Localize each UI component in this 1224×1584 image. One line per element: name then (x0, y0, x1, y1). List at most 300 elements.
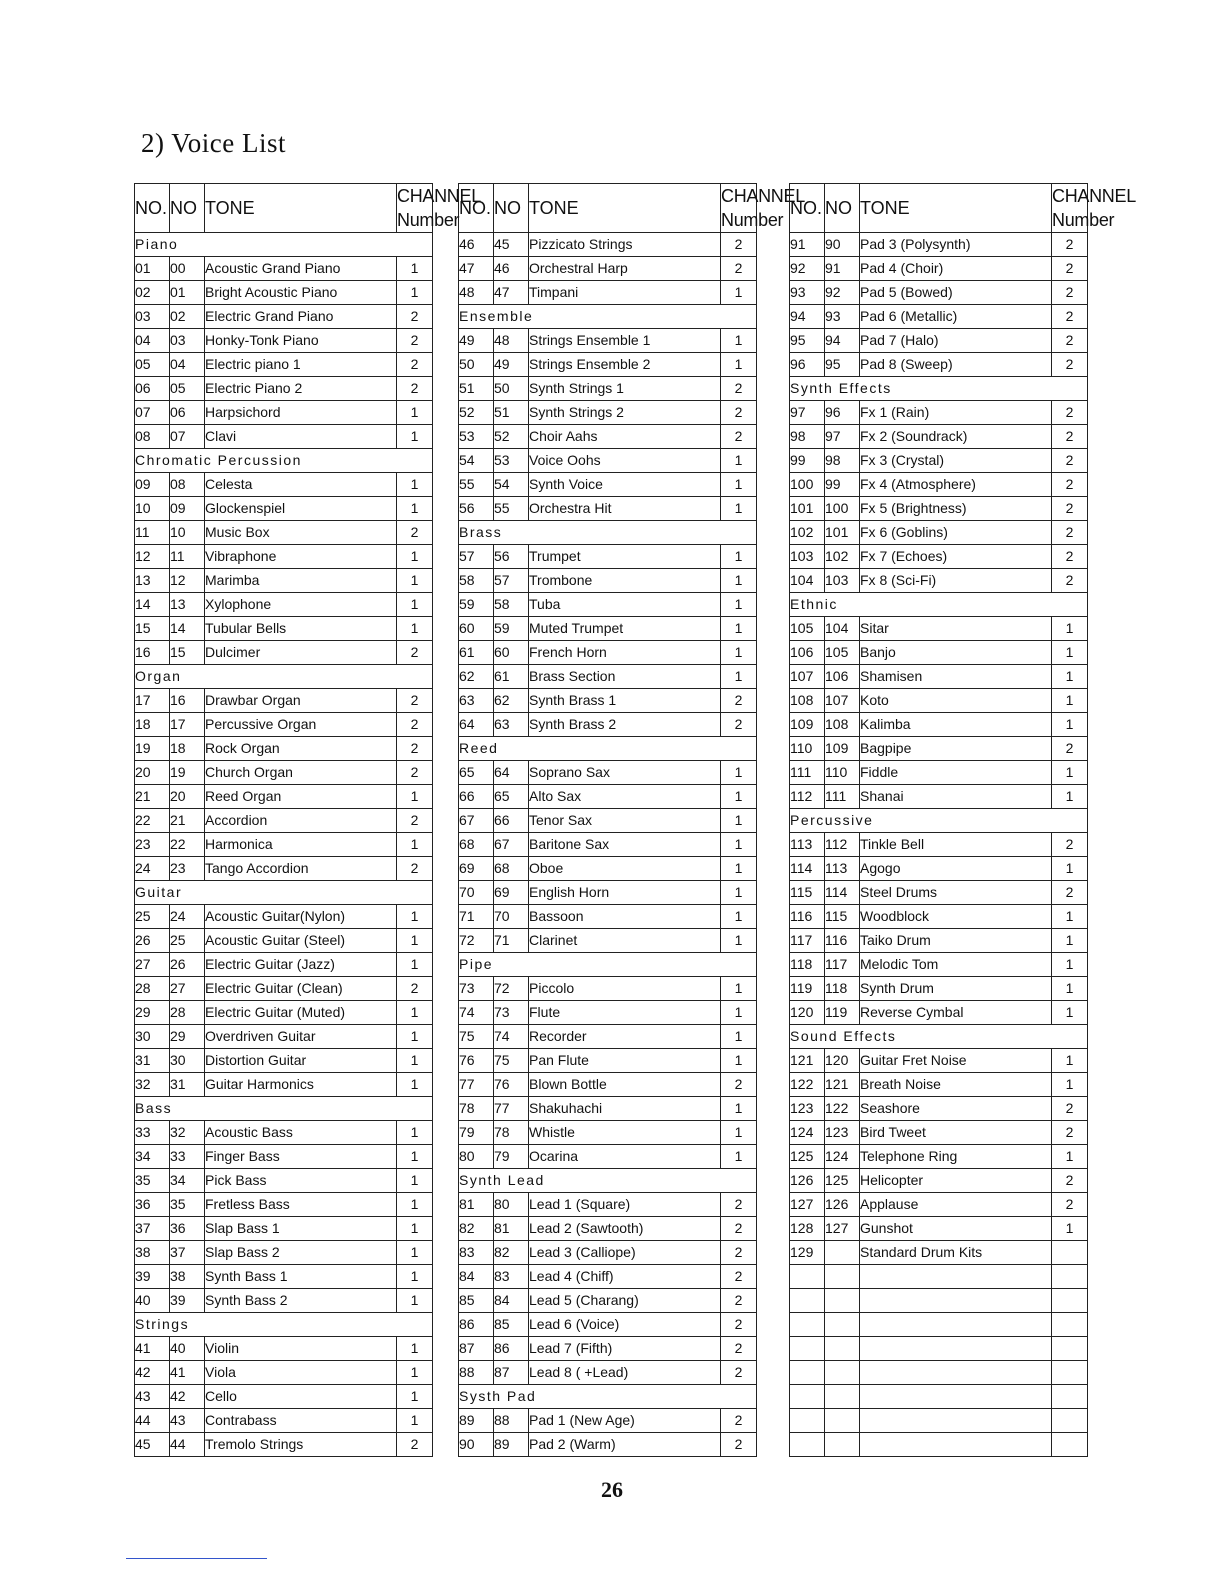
tone-name: Vibraphone (205, 545, 397, 569)
tone-name: Steel Drums (860, 881, 1052, 905)
channel-number: 2 (721, 1337, 757, 1361)
channel-number: 1 (1052, 1001, 1088, 1025)
program-number: 19 (170, 761, 205, 785)
voice-row (135, 1193, 433, 1217)
voice-number: 108 (790, 689, 825, 713)
voice-row (790, 1121, 1088, 1145)
channel-number (1052, 1385, 1088, 1409)
tone-name: Bagpipe (860, 737, 1052, 761)
category-row (459, 1385, 757, 1409)
tone-name: Accordion (205, 809, 397, 833)
tone-name: Banjo (860, 641, 1052, 665)
channel-number: 1 (397, 905, 433, 929)
channel-number: 1 (1052, 1049, 1088, 1073)
tone-name: Synth Strings 1 (529, 377, 721, 401)
program-number: 29 (170, 1025, 205, 1049)
program-number: 02 (170, 305, 205, 329)
voice-number: 20 (135, 761, 170, 785)
voice-number: 118 (790, 953, 825, 977)
program-number: 123 (825, 1121, 860, 1145)
channel-number: 2 (1052, 449, 1088, 473)
voice-row (135, 1121, 433, 1145)
voice-row (459, 1361, 757, 1385)
voice-row (459, 473, 757, 497)
voice-number: 75 (459, 1025, 494, 1049)
program-number: 52 (494, 425, 529, 449)
category-label: Sound Effects (790, 1025, 1088, 1049)
channel-number: 1 (721, 785, 757, 809)
program-number: 83 (494, 1265, 529, 1289)
channel-number: 2 (1052, 353, 1088, 377)
program-number: 71 (494, 929, 529, 953)
channel-number: 2 (397, 689, 433, 713)
program-number: 62 (494, 689, 529, 713)
table-header-row (135, 184, 433, 233)
voice-number: 57 (459, 545, 494, 569)
tone-name: Choir Aahs (529, 425, 721, 449)
voice-number: 01 (135, 257, 170, 281)
voice-number: 92 (790, 257, 825, 281)
channel-number (1052, 1337, 1088, 1361)
program-number: 61 (494, 665, 529, 689)
program-number (825, 1385, 860, 1409)
voice-row (459, 881, 757, 905)
voice-number: 128 (790, 1217, 825, 1241)
voice-row (790, 1145, 1088, 1169)
voice-row (790, 1169, 1088, 1193)
category-label: Piano (135, 233, 433, 257)
channel-number: 1 (397, 785, 433, 809)
voice-number: 68 (459, 833, 494, 857)
program-number: 75 (494, 1049, 529, 1073)
program-number: 09 (170, 497, 205, 521)
voice-row (459, 665, 757, 689)
tone-name: Sitar (860, 617, 1052, 641)
tone-name: Lead 4 (Chiff) (529, 1265, 721, 1289)
tone-name: Lead 5 (Charang) (529, 1289, 721, 1313)
voice-number: 113 (790, 833, 825, 857)
program-number: 27 (170, 977, 205, 1001)
channel-number: 2 (397, 713, 433, 737)
voice-number: 99 (790, 449, 825, 473)
voice-number: 81 (459, 1193, 494, 1217)
channel-number: 2 (397, 377, 433, 401)
tone-name: Lead 1 (Square) (529, 1193, 721, 1217)
tone-name: Shanai (860, 785, 1052, 809)
voice-row (459, 257, 757, 281)
program-number: 67 (494, 833, 529, 857)
tone-name: Marimba (205, 569, 397, 593)
tone-name: Bird Tweet (860, 1121, 1052, 1145)
voice-row (135, 617, 433, 641)
program-number: 54 (494, 473, 529, 497)
voice-row (790, 761, 1088, 785)
program-number: 43 (170, 1409, 205, 1433)
voice-number: 58 (459, 569, 494, 593)
voice-number: 67 (459, 809, 494, 833)
voice-row (459, 809, 757, 833)
blank-row (790, 1337, 1088, 1361)
channel-number: 1 (397, 473, 433, 497)
voice-row (135, 641, 433, 665)
program-number: 26 (170, 953, 205, 977)
voice-number: 09 (135, 473, 170, 497)
program-number: 78 (494, 1121, 529, 1145)
program-number: 15 (170, 641, 205, 665)
voice-number: 125 (790, 1145, 825, 1169)
voice-row (459, 689, 757, 713)
voice-number: 21 (135, 785, 170, 809)
program-number: 34 (170, 1169, 205, 1193)
program-number: 08 (170, 473, 205, 497)
channel-number: 2 (397, 1433, 433, 1457)
channel-number: 2 (721, 377, 757, 401)
voice-number: 47 (459, 257, 494, 281)
tone-name: Timpani (529, 281, 721, 305)
tone-name: Bright Acoustic Piano (205, 281, 397, 305)
channel-number: 1 (721, 497, 757, 521)
voice-number: 95 (790, 329, 825, 353)
voice-row (135, 593, 433, 617)
voice-row (790, 281, 1088, 305)
program-number: 110 (825, 761, 860, 785)
voice-row (790, 1049, 1088, 1073)
category-label: Percussive (790, 809, 1088, 833)
channel-number: 2 (397, 353, 433, 377)
tone-name: Viola (205, 1361, 397, 1385)
tone-name: Xylophone (205, 593, 397, 617)
category-row (459, 521, 757, 545)
voice-row (459, 1409, 757, 1433)
channel-number: 1 (721, 665, 757, 689)
program-number: 60 (494, 641, 529, 665)
program-number: 126 (825, 1193, 860, 1217)
voice-row (459, 545, 757, 569)
channel-number: 2 (1052, 233, 1088, 257)
tone-name: Rock Organ (205, 737, 397, 761)
tone-name: Fx 8 (Sci-Fi) (860, 569, 1052, 593)
voice-number: 30 (135, 1025, 170, 1049)
voice-number: 37 (135, 1217, 170, 1241)
tone-name: Trumpet (529, 545, 721, 569)
voice-number: 27 (135, 953, 170, 977)
channel-number: 1 (397, 1337, 433, 1361)
voice-row (459, 1073, 757, 1097)
program-number: 92 (825, 281, 860, 305)
header-no-1: NO. (790, 184, 825, 233)
voice-number: 89 (459, 1409, 494, 1433)
tone-name: Fx 5 (Brightness) (860, 497, 1052, 521)
program-number: 40 (170, 1337, 205, 1361)
channel-number: 2 (397, 521, 433, 545)
voice-row (790, 401, 1088, 425)
voice-row (790, 857, 1088, 881)
voice-number: 52 (459, 401, 494, 425)
channel-number (1052, 1313, 1088, 1337)
channel-number: 1 (397, 617, 433, 641)
program-number: 21 (170, 809, 205, 833)
channel-number: 1 (1052, 1145, 1088, 1169)
voice-number: 12 (135, 545, 170, 569)
voice-number: 38 (135, 1241, 170, 1265)
header-tone: TONE (860, 184, 1052, 233)
channel-number: 1 (721, 641, 757, 665)
tone-name: Finger Bass (205, 1145, 397, 1169)
voice-row (790, 353, 1088, 377)
program-number: 47 (494, 281, 529, 305)
voice-number: 119 (790, 977, 825, 1001)
category-label: Chromatic Percussion (135, 449, 433, 473)
voice-number: 16 (135, 641, 170, 665)
voice-number: 07 (135, 401, 170, 425)
voice-number: 49 (459, 329, 494, 353)
program-number: 05 (170, 377, 205, 401)
channel-number: 1 (397, 1409, 433, 1433)
program-number: 65 (494, 785, 529, 809)
tone-name: Dulcimer (205, 641, 397, 665)
program-number: 74 (494, 1025, 529, 1049)
program-number (825, 1409, 860, 1433)
category-row (459, 953, 757, 977)
channel-number: 1 (1052, 689, 1088, 713)
voice-number: 94 (790, 305, 825, 329)
tone-name: Pad 3 (Polysynth) (860, 233, 1052, 257)
voice-number (790, 1433, 825, 1457)
channel-number: 1 (721, 593, 757, 617)
blank-row (790, 1409, 1088, 1433)
program-number: 00 (170, 257, 205, 281)
blank-row (790, 1289, 1088, 1313)
category-row (135, 233, 433, 257)
channel-number: 1 (721, 809, 757, 833)
category-label: Bass (135, 1097, 433, 1121)
voice-row (790, 833, 1088, 857)
voice-number: 15 (135, 617, 170, 641)
channel-number: 1 (1052, 977, 1088, 1001)
voice-row (459, 761, 757, 785)
voice-row (790, 449, 1088, 473)
voice-number: 91 (790, 233, 825, 257)
tone-name: Synth Voice (529, 473, 721, 497)
tone-name: Pan Flute (529, 1049, 721, 1073)
voice-row (459, 905, 757, 929)
channel-number: 1 (397, 1049, 433, 1073)
voice-number: 116 (790, 905, 825, 929)
tone-name: Tuba (529, 593, 721, 617)
voice-row (459, 1193, 757, 1217)
tone-name: Electric Piano 2 (205, 377, 397, 401)
program-number: 115 (825, 905, 860, 929)
voice-number: 111 (790, 761, 825, 785)
voice-number: 11 (135, 521, 170, 545)
voice-row (790, 737, 1088, 761)
voice-row (135, 977, 433, 1001)
voice-row (459, 449, 757, 473)
program-number (825, 1265, 860, 1289)
voice-row (790, 665, 1088, 689)
channel-number: 1 (721, 281, 757, 305)
voice-row (135, 521, 433, 545)
channel-number: 1 (1052, 617, 1088, 641)
voice-row (790, 425, 1088, 449)
voice-row (790, 233, 1088, 257)
program-number: 127 (825, 1217, 860, 1241)
channel-number: 1 (397, 1289, 433, 1313)
voice-row (135, 1265, 433, 1289)
voice-number: 107 (790, 665, 825, 689)
voice-number: 65 (459, 761, 494, 785)
tone-name (860, 1313, 1052, 1337)
tone-name: Synth Brass 1 (529, 689, 721, 713)
program-number: 64 (494, 761, 529, 785)
channel-number: 1 (397, 1217, 433, 1241)
tone-name: Seashore (860, 1097, 1052, 1121)
program-number: 13 (170, 593, 205, 617)
category-label: Ensemble (459, 305, 757, 329)
program-number: 55 (494, 497, 529, 521)
tone-name: Tremolo Strings (205, 1433, 397, 1457)
voice-table (789, 183, 1136, 1457)
tone-name: Brass Section (529, 665, 721, 689)
channel-number: 1 (1052, 1073, 1088, 1097)
voice-number: 54 (459, 449, 494, 473)
program-number: 125 (825, 1169, 860, 1193)
voice-number: 126 (790, 1169, 825, 1193)
tone-name: Pad 8 (Sweep) (860, 353, 1052, 377)
channel-number: 1 (397, 401, 433, 425)
program-number: 38 (170, 1265, 205, 1289)
channel-number: 2 (721, 1265, 757, 1289)
voice-number (790, 1409, 825, 1433)
channel-number: 1 (397, 1145, 433, 1169)
channel-number: 2 (721, 1217, 757, 1241)
voice-row (459, 1217, 757, 1241)
program-number: 11 (170, 545, 205, 569)
voice-row (135, 737, 433, 761)
program-number: 70 (494, 905, 529, 929)
tone-name: Flute (529, 1001, 721, 1025)
voice-row (135, 1169, 433, 1193)
program-number: 97 (825, 425, 860, 449)
tone-name (860, 1385, 1052, 1409)
channel-number: 2 (721, 689, 757, 713)
voice-number: 43 (135, 1385, 170, 1409)
program-number: 93 (825, 305, 860, 329)
program-number: 53 (494, 449, 529, 473)
tone-name: Applause (860, 1193, 1052, 1217)
voice-number: 82 (459, 1217, 494, 1241)
tone-name: Voice Oohs (529, 449, 721, 473)
voice-row (790, 329, 1088, 353)
channel-number: 1 (721, 449, 757, 473)
tone-name: Fx 7 (Echoes) (860, 545, 1052, 569)
program-number: 37 (170, 1241, 205, 1265)
voice-number: 79 (459, 1121, 494, 1145)
voice-number: 127 (790, 1193, 825, 1217)
category-row (135, 881, 433, 905)
voice-row (790, 1241, 1088, 1265)
program-number (825, 1289, 860, 1313)
voice-number (790, 1313, 825, 1337)
category-label: Reed (459, 737, 757, 761)
channel-number: 2 (1052, 881, 1088, 905)
voice-row (135, 1073, 433, 1097)
program-number: 119 (825, 1001, 860, 1025)
tone-name: Pick Bass (205, 1169, 397, 1193)
program-number: 46 (494, 257, 529, 281)
voice-number (790, 1289, 825, 1313)
program-number: 35 (170, 1193, 205, 1217)
channel-number: 1 (721, 1001, 757, 1025)
voice-row (459, 1313, 757, 1337)
tone-name: Music Box (205, 521, 397, 545)
header-no-1: NO. (459, 184, 494, 233)
voice-number: 120 (790, 1001, 825, 1025)
voice-number: 18 (135, 713, 170, 737)
voice-number: 117 (790, 929, 825, 953)
channel-number: 1 (1052, 761, 1088, 785)
tone-name: Lead 3 (Calliope) (529, 1241, 721, 1265)
program-number (825, 1241, 860, 1265)
voice-number: 71 (459, 905, 494, 929)
channel-number: 2 (397, 641, 433, 665)
channel-number: 2 (721, 1361, 757, 1385)
voice-row (135, 425, 433, 449)
voice-row (459, 401, 757, 425)
program-number: 01 (170, 281, 205, 305)
program-number: 63 (494, 713, 529, 737)
program-number: 105 (825, 641, 860, 665)
tone-name: Pad 6 (Metallic) (860, 305, 1052, 329)
channel-number: 1 (397, 569, 433, 593)
program-number: 96 (825, 401, 860, 425)
channel-number: 2 (397, 857, 433, 881)
tone-name: Clavi (205, 425, 397, 449)
table-header-row (459, 184, 757, 233)
channel-number: 1 (721, 473, 757, 497)
voice-row (135, 473, 433, 497)
tone-name: Lead 2 (Sawtooth) (529, 1217, 721, 1241)
program-number: 111 (825, 785, 860, 809)
channel-number (1052, 1265, 1088, 1289)
voice-row (459, 833, 757, 857)
voice-number: 100 (790, 473, 825, 497)
tone-name: Strings Ensemble 1 (529, 329, 721, 353)
voice-row (135, 1145, 433, 1169)
tone-name: Clarinet (529, 929, 721, 953)
channel-number: 2 (721, 233, 757, 257)
voice-row (135, 1049, 433, 1073)
channel-number: 1 (397, 1385, 433, 1409)
program-number: 81 (494, 1217, 529, 1241)
channel-number: 1 (1052, 641, 1088, 665)
program-number (825, 1337, 860, 1361)
channel-number: 2 (1052, 305, 1088, 329)
voice-row (135, 305, 433, 329)
program-number: 48 (494, 329, 529, 353)
program-number: 89 (494, 1433, 529, 1457)
tone-name: Tinkle Bell (860, 833, 1052, 857)
channel-number: 1 (721, 1049, 757, 1073)
tone-name: Percussive Organ (205, 713, 397, 737)
voice-row (790, 641, 1088, 665)
page-title: 2) Voice List (141, 128, 286, 158)
program-number: 51 (494, 401, 529, 425)
channel-number (1052, 1289, 1088, 1313)
program-number: 98 (825, 449, 860, 473)
voice-number: 85 (459, 1289, 494, 1313)
program-number: 87 (494, 1361, 529, 1385)
